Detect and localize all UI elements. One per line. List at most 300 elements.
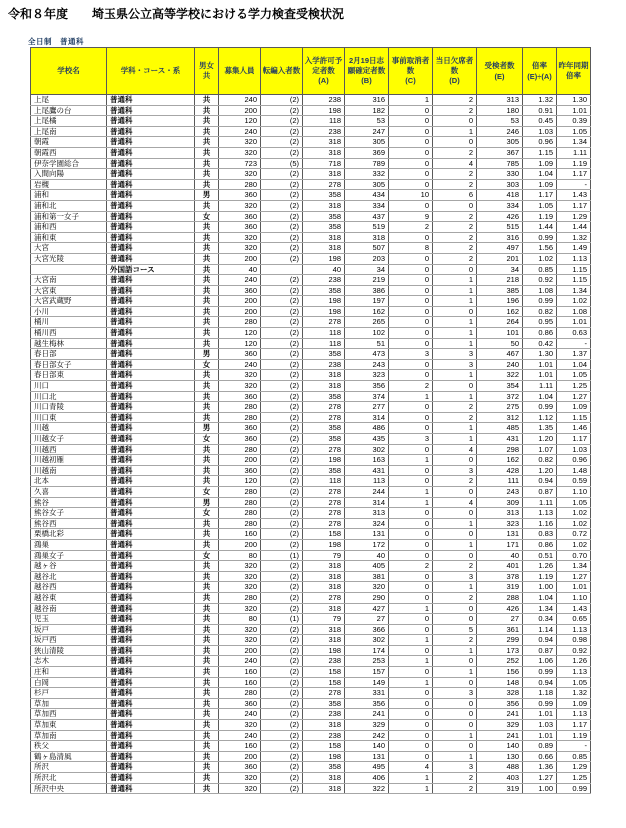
c-cell: 8: [389, 243, 433, 254]
name-cell: 大宮東: [31, 285, 107, 296]
table-row: [31, 624, 591, 635]
gender-cell: 共: [195, 169, 219, 180]
capacity-cell: 360: [219, 762, 261, 773]
c-cell: 1: [389, 635, 433, 646]
capacity-cell: 280: [219, 688, 261, 699]
a-cell: 198: [303, 296, 345, 307]
ratio-cell: 1.15: [523, 147, 557, 158]
prev-cell: 1.01: [557, 105, 591, 116]
e-cell: 140: [477, 741, 523, 752]
course-cell: 普通科: [107, 624, 195, 635]
prev-cell: 1.15: [557, 275, 591, 286]
course-cell: 普通科: [107, 412, 195, 423]
capacity-cell: 360: [219, 434, 261, 445]
column-header-ratio: 倍率 (E)÷(A): [523, 48, 557, 95]
name-cell: 児玉: [31, 614, 107, 625]
e-cell: 497: [477, 243, 523, 254]
ratio-cell: 1.01: [523, 359, 557, 370]
course-cell: 普通科: [107, 539, 195, 550]
table-row: [31, 698, 591, 709]
b-cell: 53: [345, 116, 389, 127]
d-cell: 3: [433, 762, 477, 773]
course-cell: 普通科: [107, 222, 195, 233]
e-cell: 467: [477, 349, 523, 360]
d-cell: 0: [433, 550, 477, 561]
e-cell: 201: [477, 253, 523, 264]
table-row: [31, 603, 591, 614]
ratio-cell: 0.94: [523, 635, 557, 646]
c-cell: 2: [389, 381, 433, 392]
table-row: [31, 529, 591, 540]
e-cell: 403: [477, 773, 523, 784]
transfer-cell: (2): [261, 285, 303, 296]
transfer-cell: (2): [261, 741, 303, 752]
name-cell: 秩父: [31, 741, 107, 752]
prev-cell: 1.09: [557, 402, 591, 413]
prev-cell: 1.34: [557, 561, 591, 572]
capacity-cell: 280: [219, 317, 261, 328]
ratio-cell: 1.00: [523, 582, 557, 593]
b-cell: 242: [345, 730, 389, 741]
table-row: [31, 328, 591, 339]
course-cell: 普通科: [107, 137, 195, 148]
course-cell: 普通科: [107, 688, 195, 699]
transfer-cell: (2): [261, 677, 303, 688]
gender-cell: 共: [195, 381, 219, 392]
ratio-cell: 0.34: [523, 614, 557, 625]
column-header-sub-d: (D): [449, 76, 460, 86]
b-cell: 486: [345, 423, 389, 434]
c-cell: 0: [389, 476, 433, 487]
a-cell: 118: [303, 338, 345, 349]
name-cell: 上尾橘: [31, 116, 107, 127]
table-row: [31, 645, 591, 656]
b-cell: 332: [345, 169, 389, 180]
course-cell: 普通科: [107, 232, 195, 243]
e-cell: 53: [477, 116, 523, 127]
prev-cell: 1.25: [557, 773, 591, 784]
gender-cell: 共: [195, 561, 219, 572]
capacity-cell: 320: [219, 773, 261, 784]
prev-cell: 1.49: [557, 243, 591, 254]
prev-cell: 1.37: [557, 349, 591, 360]
prev-cell: 1.17: [557, 720, 591, 731]
transfer-cell: (2): [261, 169, 303, 180]
table-row: [31, 381, 591, 392]
b-cell: 197: [345, 296, 389, 307]
course-cell: 普通科: [107, 253, 195, 264]
transfer-cell: (2): [261, 137, 303, 148]
e-cell: 241: [477, 730, 523, 741]
e-cell: 180: [477, 105, 523, 116]
name-cell: 川口東: [31, 412, 107, 423]
b-cell: 131: [345, 529, 389, 540]
name-cell: 川越西: [31, 444, 107, 455]
c-cell: 0: [389, 338, 433, 349]
b-cell: 247: [345, 126, 389, 137]
table-row: [31, 518, 591, 529]
name-cell: 越谷西: [31, 582, 107, 593]
b-cell: 329: [345, 720, 389, 731]
course-cell: 普通科: [107, 508, 195, 519]
table-row: [31, 275, 591, 286]
d-cell: 0: [433, 709, 477, 720]
d-cell: 1: [433, 423, 477, 434]
e-cell: 426: [477, 211, 523, 222]
gender-cell: 共: [195, 232, 219, 243]
ratio-cell: 0.86: [523, 539, 557, 550]
gender-cell: 共: [195, 741, 219, 752]
capacity-cell: 200: [219, 253, 261, 264]
gender-cell: 共: [195, 571, 219, 582]
name-cell: 坂戸: [31, 624, 107, 635]
table-row: [31, 296, 591, 307]
ratio-cell: 1.04: [523, 592, 557, 603]
d-cell: 4: [433, 497, 477, 508]
ratio-cell: 1.01: [523, 709, 557, 720]
name-cell: 草加南: [31, 730, 107, 741]
b-cell: 435: [345, 434, 389, 445]
table-row: [31, 677, 591, 688]
transfer-cell: (2): [261, 635, 303, 646]
b-cell: 324: [345, 518, 389, 529]
ratio-cell: 1.12: [523, 412, 557, 423]
course-cell: 普通科: [107, 677, 195, 688]
name-cell: 杉戸: [31, 688, 107, 699]
name-cell: 朝霞: [31, 137, 107, 148]
b-cell: 427: [345, 603, 389, 614]
table-row: [31, 476, 591, 487]
d-cell: 2: [433, 476, 477, 487]
transfer-cell: (2): [261, 412, 303, 423]
e-cell: 309: [477, 497, 523, 508]
a-cell: 358: [303, 285, 345, 296]
c-cell: 1: [389, 773, 433, 784]
name-cell: 大宮光陵: [31, 253, 107, 264]
c-cell: 10: [389, 190, 433, 201]
gender-cell: 共: [195, 751, 219, 762]
c-cell: 0: [389, 412, 433, 423]
table-row: [31, 412, 591, 423]
prev-cell: 1.10: [557, 592, 591, 603]
course-cell: 普通科: [107, 667, 195, 678]
name-cell: 上尾南: [31, 126, 107, 137]
course-cell: 普通科: [107, 243, 195, 254]
a-cell: 318: [303, 381, 345, 392]
ratio-cell: 1.09: [523, 179, 557, 190]
prev-cell: 1.43: [557, 190, 591, 201]
course-cell: 普通科: [107, 645, 195, 656]
prev-cell: 1.34: [557, 137, 591, 148]
ratio-cell: 0.94: [523, 476, 557, 487]
capacity-cell: 280: [219, 497, 261, 508]
table-row: [31, 550, 591, 561]
prev-cell: 1.09: [557, 698, 591, 709]
name-cell: 伊奈学園総合: [31, 158, 107, 169]
e-cell: 241: [477, 709, 523, 720]
e-cell: 488: [477, 762, 523, 773]
e-cell: 431: [477, 434, 523, 445]
prev-cell: 1.03: [557, 444, 591, 455]
e-cell: 34: [477, 264, 523, 275]
gender-cell: 共: [195, 179, 219, 190]
a-cell: 118: [303, 476, 345, 487]
prev-cell: 1.46: [557, 423, 591, 434]
d-cell: 1: [433, 317, 477, 328]
c-cell: 0: [389, 550, 433, 561]
ratio-cell: 1.06: [523, 656, 557, 667]
course-cell: 普通科: [107, 455, 195, 466]
b-cell: 314: [345, 497, 389, 508]
e-cell: 385: [477, 285, 523, 296]
b-cell: 318: [345, 232, 389, 243]
column-header-b: 2月19日志願確定者数 (B): [345, 48, 389, 95]
d-cell: 3: [433, 359, 477, 370]
a-cell: 238: [303, 656, 345, 667]
capacity-cell: 200: [219, 306, 261, 317]
gender-cell: 共: [195, 412, 219, 423]
ratio-cell: 1.03: [523, 720, 557, 731]
b-cell: 243: [345, 359, 389, 370]
ratio-cell: 0.99: [523, 698, 557, 709]
ratio-cell: 0.82: [523, 455, 557, 466]
gender-cell: 共: [195, 720, 219, 731]
gender-cell: 共: [195, 116, 219, 127]
a-cell: 358: [303, 434, 345, 445]
c-cell: 1: [389, 656, 433, 667]
c-cell: 0: [389, 147, 433, 158]
a-cell: 358: [303, 222, 345, 233]
b-cell: 203: [345, 253, 389, 264]
e-cell: 418: [477, 190, 523, 201]
e-cell: 372: [477, 391, 523, 402]
prev-cell: 1.34: [557, 285, 591, 296]
a-cell: 158: [303, 677, 345, 688]
d-cell: 1: [433, 582, 477, 593]
prev-cell: 1.32: [557, 232, 591, 243]
name-cell: 北本: [31, 476, 107, 487]
exam-status-table: [30, 47, 591, 794]
transfer-cell: (2): [261, 592, 303, 603]
prev-cell: 0.63: [557, 328, 591, 339]
course-cell: 普通科: [107, 783, 195, 794]
table-row: [31, 497, 591, 508]
table-row: [31, 306, 591, 317]
name-cell: 浦和第一女子: [31, 211, 107, 222]
d-cell: 0: [433, 720, 477, 731]
name-cell: 桶川: [31, 317, 107, 328]
e-cell: 515: [477, 222, 523, 233]
prev-cell: 0.99: [557, 783, 591, 794]
course-cell: 普通科: [107, 423, 195, 434]
d-cell: 1: [433, 667, 477, 678]
a-cell: 118: [303, 116, 345, 127]
a-cell: 198: [303, 105, 345, 116]
table-row: [31, 508, 591, 519]
name-cell: 草加: [31, 698, 107, 709]
gender-cell: 共: [195, 709, 219, 720]
c-cell: 0: [389, 296, 433, 307]
b-cell: 431: [345, 465, 389, 476]
table-row: [31, 402, 591, 413]
b-cell: 174: [345, 645, 389, 656]
capacity-cell: 320: [219, 582, 261, 593]
c-cell: 0: [389, 508, 433, 519]
capacity-cell: 360: [219, 222, 261, 233]
capacity-cell: 320: [219, 137, 261, 148]
prev-cell: 1.27: [557, 571, 591, 582]
a-cell: 358: [303, 349, 345, 360]
course-cell: 普通科: [107, 190, 195, 201]
course-cell: 外国語コース: [107, 264, 195, 275]
course-cell: 普通科: [107, 402, 195, 413]
d-cell: 2: [433, 169, 477, 180]
prev-cell: 1.02: [557, 539, 591, 550]
table-row: [31, 338, 591, 349]
ratio-cell: 1.32: [523, 95, 557, 106]
c-cell: 0: [389, 688, 433, 699]
e-cell: 361: [477, 624, 523, 635]
d-cell: 1: [433, 539, 477, 550]
column-header-sub-ratio: (E)÷(A): [527, 71, 552, 81]
b-cell: 40: [345, 550, 389, 561]
transfer-cell: (2): [261, 349, 303, 360]
ratio-cell: 1.26: [523, 561, 557, 572]
e-cell: 401: [477, 561, 523, 572]
ratio-cell: 1.09: [523, 158, 557, 169]
e-cell: 27: [477, 614, 523, 625]
name-cell: 浦和東: [31, 232, 107, 243]
d-cell: 1: [433, 434, 477, 445]
prev-cell: 1.11: [557, 147, 591, 158]
e-cell: 264: [477, 317, 523, 328]
e-cell: 218: [477, 275, 523, 286]
a-cell: 318: [303, 783, 345, 794]
a-cell: 318: [303, 773, 345, 784]
c-cell: 0: [389, 370, 433, 381]
a-cell: 318: [303, 370, 345, 381]
prev-cell: 1.13: [557, 709, 591, 720]
transfer-cell: (2): [261, 603, 303, 614]
b-cell: 356: [345, 698, 389, 709]
d-cell: 1: [433, 391, 477, 402]
table-header-row: [31, 48, 591, 95]
prev-cell: 1.29: [557, 762, 591, 773]
table-row: [31, 656, 591, 667]
a-cell: 718: [303, 158, 345, 169]
course-cell: 普通科: [107, 730, 195, 741]
capacity-cell: 80: [219, 550, 261, 561]
ratio-cell: 1.04: [523, 391, 557, 402]
capacity-cell: 240: [219, 275, 261, 286]
e-cell: 131: [477, 529, 523, 540]
course-cell: 普通科: [107, 328, 195, 339]
capacity-cell: 120: [219, 116, 261, 127]
b-cell: 253: [345, 656, 389, 667]
d-cell: 4: [433, 158, 477, 169]
capacity-cell: 280: [219, 179, 261, 190]
transfer-cell: (2): [261, 582, 303, 593]
gender-cell: 共: [195, 582, 219, 593]
ratio-cell: 0.86: [523, 328, 557, 339]
capacity-cell: 360: [219, 285, 261, 296]
transfer-cell: (2): [261, 465, 303, 476]
a-cell: 79: [303, 614, 345, 625]
b-cell: 149: [345, 677, 389, 688]
name-cell: 庄和: [31, 667, 107, 678]
b-cell: 356: [345, 381, 389, 392]
capacity-cell: 723: [219, 158, 261, 169]
course-cell: 普通科: [107, 550, 195, 561]
ratio-cell: 1.14: [523, 624, 557, 635]
capacity-cell: 120: [219, 476, 261, 487]
a-cell: 318: [303, 200, 345, 211]
capacity-cell: 40: [219, 264, 261, 275]
c-cell: 0: [389, 730, 433, 741]
d-cell: 5: [433, 624, 477, 635]
name-cell: 越谷東: [31, 592, 107, 603]
course-cell: 普通科: [107, 126, 195, 137]
a-cell: 118: [303, 328, 345, 339]
name-cell: 浦和北: [31, 200, 107, 211]
d-cell: 1: [433, 518, 477, 529]
e-cell: 313: [477, 95, 523, 106]
gender-cell: 共: [195, 730, 219, 741]
prev-cell: 1.25: [557, 381, 591, 392]
capacity-cell: 320: [219, 370, 261, 381]
gender-cell: 男: [195, 497, 219, 508]
transfer-cell: (2): [261, 359, 303, 370]
ratio-cell: 1.03: [523, 126, 557, 137]
c-cell: 2: [389, 561, 433, 572]
c-cell: 3: [389, 349, 433, 360]
gender-cell: 男: [195, 190, 219, 201]
prev-cell: 1.17: [557, 169, 591, 180]
transfer-cell: (2): [261, 561, 303, 572]
prev-cell: 1.01: [557, 317, 591, 328]
prev-cell: 1.08: [557, 306, 591, 317]
d-cell: 0: [433, 137, 477, 148]
c-cell: 0: [389, 126, 433, 137]
capacity-cell: 200: [219, 539, 261, 550]
table-row: [31, 465, 591, 476]
c-cell: 0: [389, 709, 433, 720]
capacity-cell: 320: [219, 200, 261, 211]
table-row: [31, 444, 591, 455]
d-cell: 0: [433, 306, 477, 317]
b-cell: 406: [345, 773, 389, 784]
capacity-cell: 320: [219, 603, 261, 614]
name-cell: 所沢: [31, 762, 107, 773]
transfer-cell: (2): [261, 370, 303, 381]
ratio-cell: 1.27: [523, 773, 557, 784]
table-row: [31, 200, 591, 211]
prev-cell: 0.92: [557, 645, 591, 656]
name-cell: 川越: [31, 423, 107, 434]
c-cell: 0: [389, 264, 433, 275]
table-row: [31, 741, 591, 752]
d-cell: 2: [433, 95, 477, 106]
d-cell: 1: [433, 751, 477, 762]
gender-cell: 女: [195, 359, 219, 370]
transfer-cell: (2): [261, 434, 303, 445]
name-cell: 川口青陵: [31, 402, 107, 413]
table-row: [31, 434, 591, 445]
column-header-a: 入学許可予定者数 (A): [303, 48, 345, 95]
a-cell: 198: [303, 645, 345, 656]
c-cell: 0: [389, 285, 433, 296]
prev-cell: 1.27: [557, 391, 591, 402]
